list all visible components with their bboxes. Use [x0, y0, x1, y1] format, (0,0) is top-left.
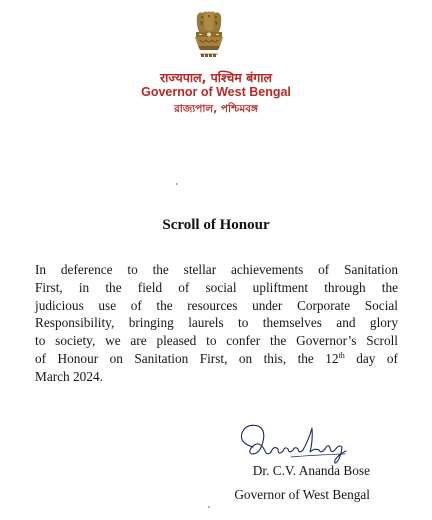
- citation-line-date-end: day of: [344, 350, 398, 366]
- office-name-hindi: राज्यपाल, पश्चिम बंगाल: [160, 70, 272, 85]
- citation-line: to society, we are pleased to confer the Governor’s Scroll: [35, 333, 398, 349]
- citation-text: [35, 261, 398, 386]
- signatory-title: Governor of West Bengal: [234, 487, 370, 502]
- citation-line-final: March 2024.: [35, 368, 103, 384]
- office-name-english: Governor of West Bengal: [141, 85, 291, 99]
- citation-line: Responsibility, bringing laurels to themselves and glory: [35, 315, 398, 331]
- state-emblem-icon: [189, 10, 229, 66]
- citation-line: First, in the field of social upliftment through the: [35, 279, 398, 295]
- document-title: Scroll of Honour: [162, 217, 270, 233]
- date-ordinal-suffix: th: [338, 350, 345, 360]
- citation-line-date-start: of Honour on Sanitation First, on this, the 12: [35, 350, 339, 366]
- citation-line-date: [35, 350, 398, 368]
- signatory-name: Dr. C.V. Ananda Bose: [252, 463, 370, 478]
- citation-line: In deference to the stellar achievements of Sanitation: [35, 262, 398, 277]
- citation-line: judicious use of the resources under Corporate Social: [35, 297, 398, 313]
- handwritten-signature: [233, 421, 351, 469]
- office-name-bengali: রাজ্যপাল, পশ্চিমবঙ্গ: [174, 103, 258, 115]
- paper-speck: [208, 506, 210, 508]
- paper-speck: [176, 183, 178, 185]
